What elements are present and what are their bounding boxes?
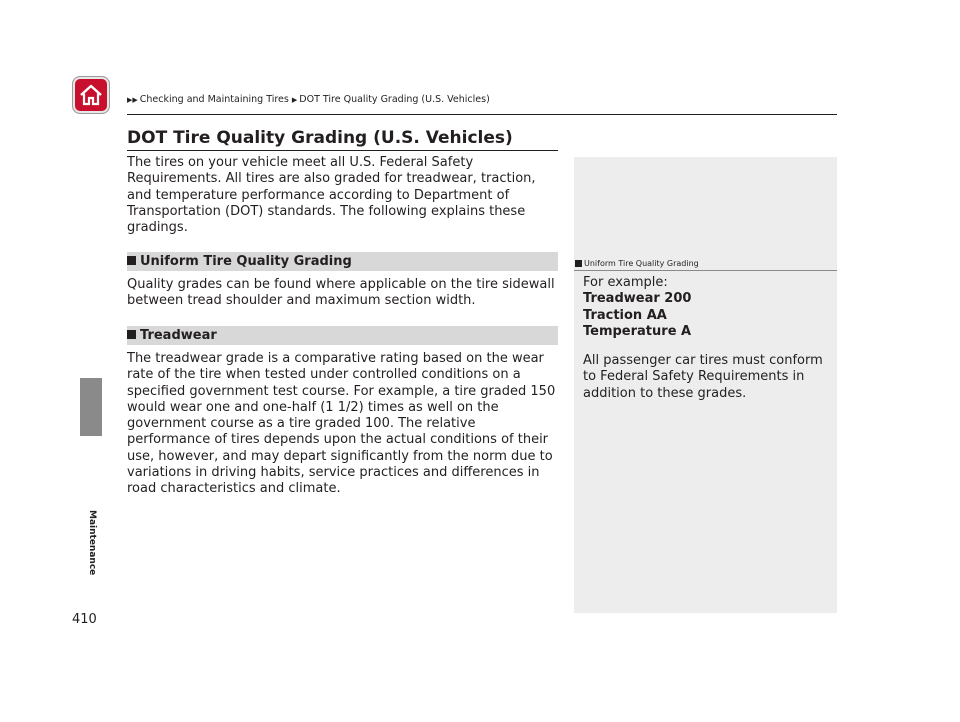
square-bullet-icon <box>127 330 136 339</box>
section-heading <box>127 326 558 345</box>
section-heading <box>127 252 558 271</box>
body-paragraph: The treadwear grade is a comparative rating based on the wear rate of the tire when tested under controlled conditions on a specified government test course. For example, a tire graded 150 would wear one and one-half (1 1/2) times as well on the government course as a tire graded 100. The relative performance of tires depends upon the actual conditions of their use, however, and may depart significantly from the norm due to variations in driving habits, service practices and differences in road characteristics and climate. <box>127 351 556 497</box>
note-example-line: Temperature A <box>583 323 692 339</box>
header-divider <box>127 114 837 115</box>
section-tab <box>80 378 102 436</box>
note-icon <box>575 260 582 267</box>
breadcrumb <box>127 94 490 105</box>
note-heading-text: Uniform Tire Quality Grading <box>584 259 699 268</box>
triangle-right-icon: ▶▶ <box>127 96 138 104</box>
body-paragraph: Quality grades can be found where applicable on the tire sidewall between tread shoulder and maximum section width. <box>127 277 555 309</box>
breadcrumb-item[interactable]: DOT Tire Quality Grading (U.S. Vehicles) <box>299 94 490 105</box>
triangle-right-icon: ▶ <box>291 96 298 104</box>
home-icon <box>78 82 104 108</box>
note-divider <box>574 270 837 271</box>
title-divider <box>127 150 558 151</box>
page-title: DOT Tire Quality Grading (U.S. Vehicles) <box>127 128 513 148</box>
note-example-label: For example: <box>583 275 668 290</box>
breadcrumb-item[interactable]: Checking and Maintaining Tires <box>139 94 289 105</box>
note-example-line: Traction AA <box>583 307 667 323</box>
home-button[interactable] <box>73 77 109 113</box>
note-heading <box>575 259 699 268</box>
section-heading-text: Uniform Tire Quality Grading <box>140 254 352 269</box>
page-number: 410 <box>72 612 97 627</box>
intro-paragraph: The tires on your vehicle meet all U.S. Federal Safety Requirements. All tires are also graded for treadwear, traction, and temperature performance according to Department of Transportation (DOT) standards. The following explains these gradings. <box>127 155 536 236</box>
note-example <box>583 275 823 340</box>
section-heading-text: Treadwear <box>140 328 217 343</box>
square-bullet-icon <box>127 256 136 265</box>
note-body: All passenger car tires must conform to Federal Safety Requirements in addition to these grades. <box>583 353 823 401</box>
section-label: Maintenance <box>87 510 97 576</box>
note-example-line: Treadwear 200 <box>583 291 692 307</box>
